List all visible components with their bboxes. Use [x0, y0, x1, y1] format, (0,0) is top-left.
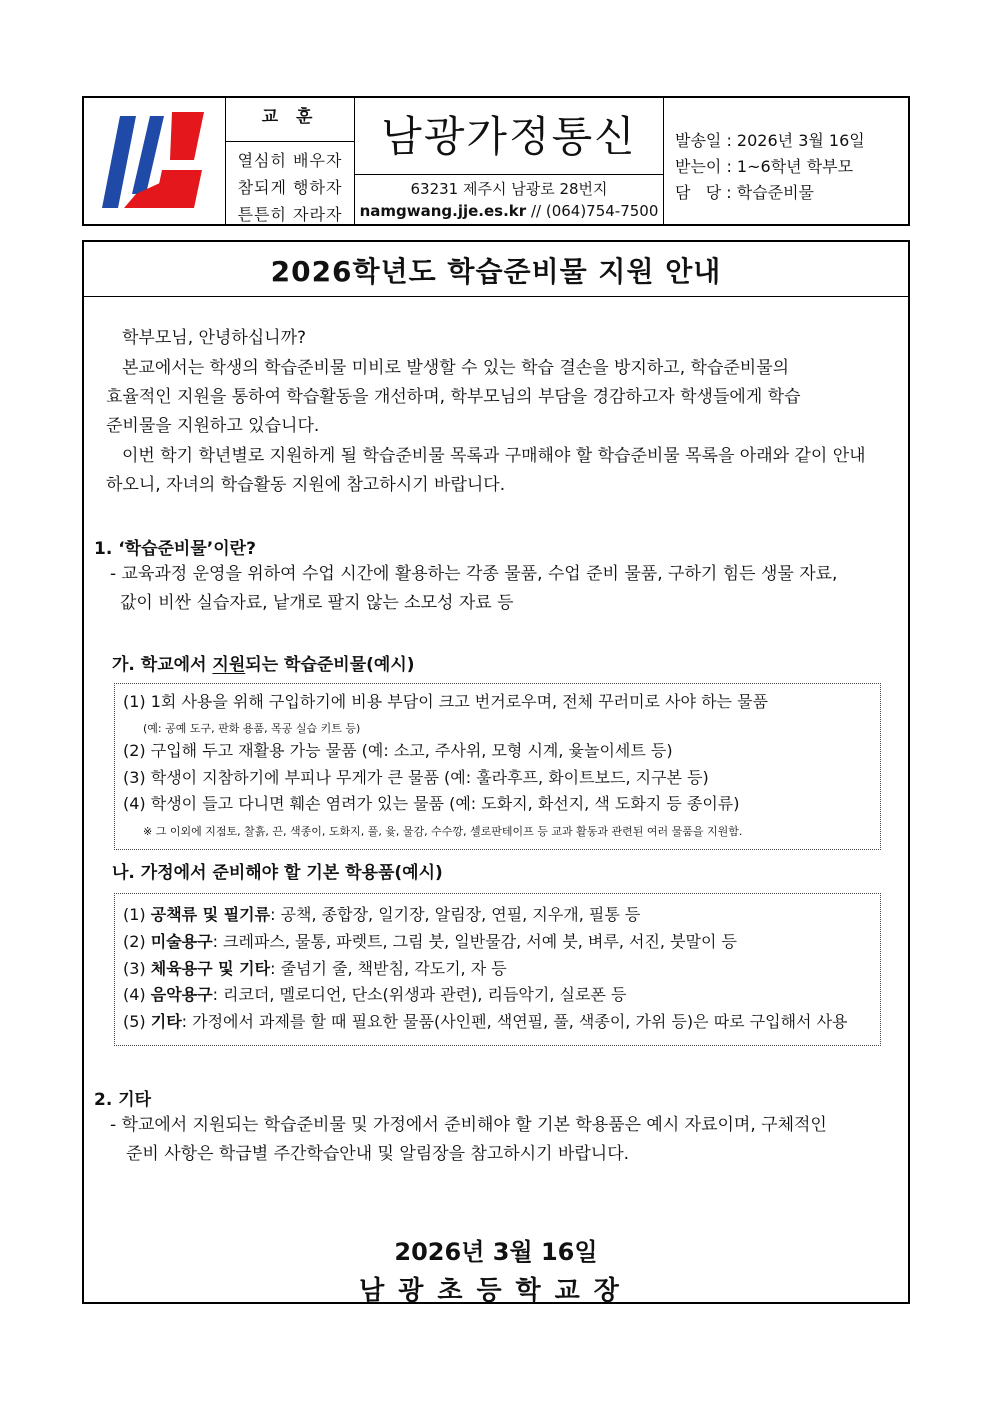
home-supplies-box [114, 893, 881, 1046]
intro-line: 학부모님, 안녕하십니까? [122, 328, 307, 348]
school-contact [355, 202, 663, 220]
section-ga-heading: 가. 학교에서 지원되는 학습준비물(예시) [112, 655, 415, 675]
motto-line: 참되게 행하자 [237, 178, 343, 197]
list-item: (4) 음악용구: 리코더, 멜로디언, 단소(위생과 관련), 리듬악기, 실로폰 등 [123, 985, 627, 1004]
section1-desc: 값이 비싼 실습자료, 낱개로 팔지 않는 소모성 자료 등 [120, 593, 514, 613]
footnote: ※ 그 이외에 지점토, 찰흙, 끈, 색종이, 도화지, 풀, 윷, 물감, 수수깡, 셀로판테이프 등 교과 활동과 관련된 여러 물품을 지원함. [143, 825, 743, 838]
motto-line: 열심히 배우자 [237, 151, 343, 170]
list-item: (2) 구입해 두고 재활용 가능 물품 (예: 소고, 주사위, 모형 시계, 윷놀이세트 등) [123, 741, 673, 760]
school-supplies-box [114, 683, 881, 850]
document-title: 2026학년도 학습준비물 지원 안내 [270, 255, 722, 288]
department: 담 당 : 학습준비물 [675, 183, 815, 202]
school-logo [84, 98, 225, 224]
motto-title: 교 훈 [261, 107, 319, 127]
newsletter-title: 남광가정통신 [381, 112, 637, 161]
sent-date: 발송일 : 2026년 3월 16일 [675, 131, 865, 150]
list-item: (5) 기타: 가정에서 과제를 할 때 필요한 물품(사인펜, 색연필, 풀, 색종이, 가위 등)은 따로 구입해서 사용 [123, 1012, 848, 1031]
list-item: (4) 학생이 들고 다니면 훼손 염려가 있는 물품 (예: 도화지, 화선지, 색 도화지 등 종이류) [123, 794, 740, 813]
intro-line: 효율적인 지원을 통하여 학습활동을 개선하며, 학부모님의 부담을 경감하고자 학생들에게 학습 [106, 387, 801, 407]
section2-heading: 2. 기타 [94, 1090, 152, 1110]
section2-desc: - 학교에서 지원되는 학습준비물 및 가정에서 준비해야 할 기본 학용품은 예시 자료이며, 구체적인 [110, 1115, 827, 1135]
list-item: (1) 공책류 및 필기류: 공책, 종합장, 일기장, 알림장, 연필, 지우개, 필통 등 [123, 905, 641, 924]
section-na-heading: 나. 가정에서 준비해야 할 기본 학용품(예시) [112, 863, 443, 883]
section1-desc: - 교육과정 운영을 위하여 수업 시간에 활용하는 각종 물품, 수업 준비 물품, 구하기 힘든 생물 자료, [110, 564, 838, 584]
intro-line: 이번 학기 학년별로 지원하게 될 학습준비물 목록과 구매해야 할 학습준비물 목록을 아래와 같이 안내 [122, 446, 866, 466]
list-item: (1) 1회 사용을 위해 구입하기에 비용 부담이 크고 번거로우며, 전체 꾸러미로 사야 하는 물품 [123, 692, 769, 711]
school-address: 63231 제주시 남광로 28번지 [410, 180, 608, 198]
school-website[interactable]: namgwang.jje.es.kr [359, 202, 527, 220]
recipient: 받는이 : 1~6학년 학부모 [675, 157, 854, 176]
section2-desc: 준비 사항은 학급별 주간학습안내 및 알림장을 참고하시기 바랍니다. [126, 1144, 630, 1164]
motto-line: 튼튼히 자라자 [237, 205, 343, 224]
signature-name: 남광초등학교장 [359, 1276, 633, 1306]
section1-heading: 1. ‘학습준비물’이란? [94, 539, 256, 559]
intro-line: 본교에서는 학생의 학습준비물 미비로 발생할 수 있는 학습 결손을 방지하고, 학습준비물의 [122, 358, 790, 378]
contact-separator: // [526, 202, 546, 220]
example-note: (예: 공예 도구, 판화 용품, 목공 실습 키트 등) [143, 722, 361, 735]
newsletter-header [82, 96, 910, 226]
intro-line: 준비물을 지원하고 있습니다. [106, 416, 320, 436]
list-item: (2) 미술용구: 크레파스, 물통, 파렛트, 그림 붓, 일반물감, 서예 붓, 벼루, 서진, 붓말이 등 [123, 932, 738, 951]
intro-line: 하오니, 자녀의 학습활동 지원에 참고하시기 바랍니다. [106, 475, 506, 495]
list-item: (3) 체육용구 및 기타: 줄넘기 줄, 책받침, 각도기, 자 등 [123, 959, 507, 978]
list-item: (3) 학생이 지참하기에 부피나 무게가 큰 물품 (예: 훌라후프, 화이트보드, 지구본 등) [123, 768, 709, 787]
signature-date: 2026년 3월 16일 [394, 1238, 598, 1266]
school-phone: (064)754-7500 [545, 202, 659, 220]
notice-body [82, 240, 910, 1304]
